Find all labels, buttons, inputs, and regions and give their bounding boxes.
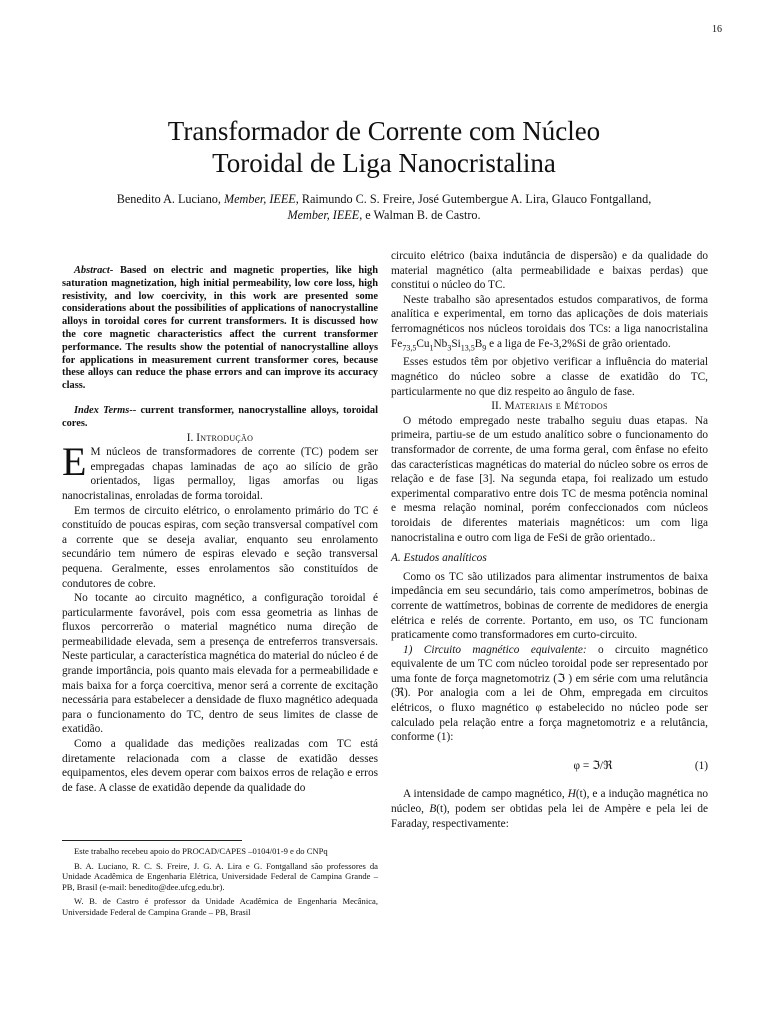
right-column — [391, 249, 708, 831]
paragraph-text: M núcleos de transformadores de corrente (TC) podem ser empregadas chapas laminadas de aço ao silício de grão orientados, ligas permalloy, ligas amorfas ou ligas nanocristalinas, enroladas de forma toroidal. — [62, 446, 378, 502]
paragraph-method: O método empregado neste trabalho seguiu duas etapas. Na primeira, partiu-se de um estudo analítico sobre o funcionamento do transformador de corrente, de uma forma geral, com ênfase no efeito das características magnéticas do material do núcleo sobre os erros de relação e de fase [3]. Na segunda etapa, foi realizado um estudo experimental comparativo entre dois TC de mesma potência nominal e mesma relação nominal, porém confeccionados com núcleos toroidais de diferentes materiais magnéticos: um com liga nanocristalina e outro com liga de FeSi de grão orientado.. — [391, 414, 708, 544]
section-heading-methods — [391, 399, 708, 414]
paragraph-text: Cu — [416, 337, 430, 350]
subscript: 3 — [447, 342, 452, 352]
footnote-divider — [62, 840, 242, 841]
paragraph-comparative-studies — [391, 293, 708, 356]
paragraph-text: (t) — [436, 803, 447, 816]
drop-cap: E — [62, 439, 87, 485]
intro-paragraph-3: No tocante ao circuito magnético, a configuração toroidal é particularmente favorável, pois com essa geometria as linhas de fluxos percorrerão o material magnético numa direção de permeabilidade elevada, sem a presença de entreferros transversais. Neste particular, a característica magnética do material do núcleo é de grande importância, pois quanto mais elevada for a permeabilidade e mais baixa for a força coercitiva, menor será a corrente de excitação necessária para estabelecer a densidade de fluxo magnético adequada para o funcionamento do TC, dentro de seus limites de classe de exatidão. — [62, 592, 379, 736]
left-column — [62, 265, 378, 795]
abstract — [62, 265, 378, 393]
section-number: II. — [491, 400, 505, 413]
paragraph-text: o circuito magnético equivalente de um TC com núcleo toroidal pode ser representado por uma fonte de força magnetomotriz (ℑ ) em série com uma relutância (ℜ). Por analogia com a lei de Ohm, empregada em circuitos elétricos, o fluxo magnético φ estabelecido no núcleo pode ser calculado pela relação entre a força magnetomotriz e a relutância, conforme (1): — [391, 643, 708, 744]
paragraph-text: Neste trabalho são apresentados estudos comparativos, de forma analítica e experimental, em torno das aplicações de dois materiais ferromagnéticos nos núcleos toroidais dos TCs: a liga nanocristalina Fe — [391, 293, 708, 350]
paragraph-text: B — [474, 337, 483, 350]
author-text: , e Walman B. de Castro. — [359, 208, 481, 222]
paragraph-text: A intensidade de campo magnético, — [403, 788, 568, 801]
paper-title — [0, 115, 768, 179]
author-list — [110, 191, 658, 223]
symbol-h: H — [567, 788, 576, 801]
author-text: , Raimundo C. S. Freire, José Gutembergue A. Lira, Glauco Fontgalland, — [295, 192, 652, 206]
index-terms-text: -- current transformer, nanocrystalline alloys, toroidal cores. — [62, 404, 378, 429]
paragraph-text: , e a indução magnética no núcleo, — [391, 788, 708, 816]
section-number: I. — [186, 431, 197, 444]
paragraph-text: (t) — [575, 788, 587, 801]
index-terms — [62, 405, 378, 431]
footnote-funding: Este trabalho recebeu apoio do PROCAD/CAPES –0104/01-9 e do CNPq — [74, 846, 328, 856]
paragraph-text: Nb — [433, 337, 448, 350]
section-heading-introduction — [62, 431, 378, 446]
page-number: 16 — [712, 24, 722, 35]
paragraph-label: 1) Circuito magnético equivalente: — [403, 643, 587, 656]
equation-expression: φ = ℑ/ℜ — [573, 759, 613, 772]
abstract-label: Abstract — [74, 265, 110, 276]
equation-1 — [391, 759, 708, 774]
section-title: Materiais e Métodos — [504, 400, 608, 413]
paragraph-objective: Esses estudos têm por objetivo verificar a influência do material magnético do núcleo sobre a classe de exatidão do TC, particularmente no que diz respeito ao ângulo de fase. — [391, 356, 708, 398]
symbol-b: B — [429, 803, 437, 816]
paragraph-text: Si — [451, 337, 461, 350]
footnote-author-castro: W. B. de Castro é professor da Unidade Acadêmica de Engenharia Mecânica, Universidade Federal de Campina Grande – PB, Brasil — [62, 896, 378, 917]
paragraph-text: e a liga de Fe-3,2%Si de grão orientado. — [486, 337, 671, 350]
subsection-heading-analytic: A. Estudos analíticos — [391, 552, 487, 565]
subscript: 1 — [429, 342, 434, 352]
subscript: 73,5 — [402, 342, 417, 352]
paragraph-text: , podem ser obtidas pela lei de Ampère e pela lei de Faraday, respectivamente: — [391, 803, 708, 830]
subscript: 9 — [482, 342, 487, 352]
author-text: Benedito A. Luciano, — [116, 192, 224, 206]
intro-paragraph-1 — [62, 439, 378, 503]
equation-number: (1) — [694, 759, 708, 772]
footnotes — [62, 846, 378, 922]
intro-paragraph-4: Como a qualidade das medições realizadas com TC está diretamente relacionada com a classe de exatidão desses equipamentos, eles devem operar com baixos erros de relação e erros de fase. A classe de exatidão depende da qualidade do — [62, 738, 378, 794]
intro-paragraph-2: Em termos de circuito elétrico, o enrolamento primário do TC é constituído de poucas espiras, com seção transversal compatível com a corrente que se deseja avaliar, enquanto seu enrolamento secundário tem número de espiras elevado e seção transversal pequena. Geralmente, esses enrolamentos são constituídos de condutores de cobre. — [62, 504, 378, 590]
paragraph-magnetic-circuit — [391, 643, 708, 745]
title-line-1: Transformador de Corrente com Núcleo — [167, 116, 601, 146]
paragraph-tc-usage: Como os TC são utilizados para alimentar instrumentos de baixa impedância em seu secundário, tais como amperímetros, bobinas de corrente de wattímetros, bobinas de corrente de medidores de energia elétrica e relés de corrente. Portanto, em uso, os TC funcionam praticamente como transformadores em curto-circuito. — [391, 570, 708, 642]
title-line-2: Toroidal de Liga Nanocristalina — [212, 148, 556, 178]
section-title: Introdução — [196, 431, 254, 444]
author-membership: Member, IEEE — [224, 192, 296, 206]
footnote-authors: B. A. Luciano, R. C. S. Freire, J. G. A. Lira e G. Fontgalland são professores da Unidade Acadêmica de Engenharia Elétrica, Universidade Federal de Campina Grande – PB, Brasil (e-mail: benedito@dee.ufcg.edu.br). — [62, 860, 378, 892]
subscript: 13,5 — [460, 342, 475, 352]
author-membership: Member, IEEE — [287, 208, 360, 222]
continued-paragraph: circuito elétrico (baixa indutância de dispersão) e da qualidade do material magnético (alta permeabilidade e baixas perdas) que constitui o núcleo do TC. — [391, 250, 708, 292]
paragraph-field-intensity — [391, 787, 708, 831]
index-terms-label: Index Terms — [74, 404, 130, 416]
abstract-text: - Based on electric and magnetic properties, like high saturation magnetization, high initial permeability, low core loss, high resistivity, and low coercivity, in this work are presented some considerations about the possibilities of applications of nanocrystalline alloys in toroidal cores for current transformers. It is discussed how the core magnetic characteristics affect the current transformer performance. The results show the potential of nanocrystalline alloys for applications in measurement current transformer cores, because these alloys can reduce the phase errors and can improve its accuracy class. — [62, 265, 378, 392]
